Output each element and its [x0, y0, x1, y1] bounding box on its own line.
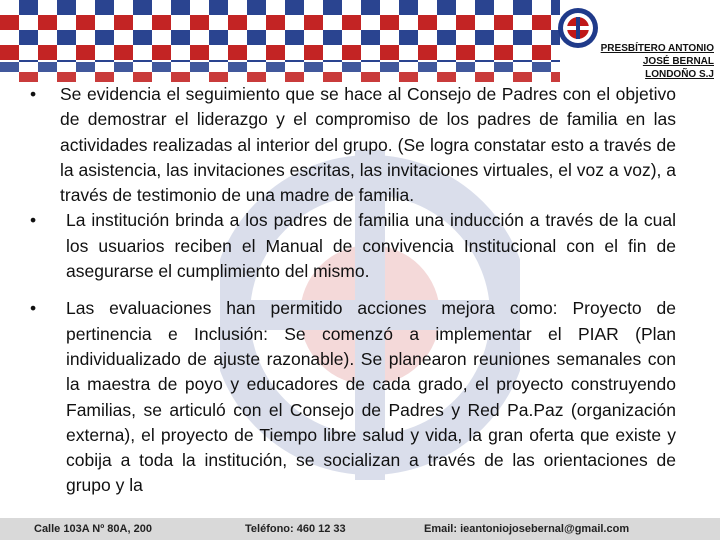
bullet-dot: • — [30, 210, 37, 231]
school-name-line-1: PRESBÍTERO ANTONIO — [600, 43, 714, 54]
footer-address: Calle 103A Nº 80A, 200 — [34, 523, 152, 535]
header-checker-pattern — [0, 0, 560, 62]
bullet-dot: • — [30, 84, 37, 104]
footer-email: Email: ieantoniojosebernal@gmail.com — [424, 523, 630, 535]
list-item-text: Se evidencia el seguimiento que se hace al Consejo de Padres con el objetivo de demostrar el liderazgo y el compromiso de los padres de familia en las actividades realizadas al interior del grupo. (Se logra constatar esto a través de la asistencia, las invitaciones escritas, las invitaciones virtuales, el voz a voz), a través de testimonio de una madre de familia. — [60, 84, 676, 206]
footer-bar — [0, 518, 720, 540]
list-item-text: La institución brinda a los padres de familia una inducción a través de la cual los usuarios reciben el Manual de convivencia Institucional con el fin de asegurarse el cumplimiento del mismo. — [66, 210, 676, 282]
list-item — [30, 208, 676, 284]
list-item — [30, 296, 676, 498]
school-name-line-2: JOSÉ BERNAL — [642, 56, 714, 67]
footer-phone: Teléfono: 460 12 33 — [245, 523, 346, 535]
main-content — [30, 82, 676, 499]
bullet-dot: • — [30, 298, 37, 319]
school-name-line-3: LONDOÑO S.J — [645, 69, 714, 80]
bullet-list — [30, 82, 676, 499]
list-item — [30, 82, 676, 208]
list-item-text: Las evaluaciones han permitido acciones mejora como: Proyecto de pertinencia e Inclusión: Se comenzó a implementar el PIAR (Plan individualizado de ajuste razonable). Se planearon reuniones semanales con la maestra de poyo y educadores de cada grado, el proyecto construyendo Familias, se articuló con el Consejo de Padres y Red Pa.Paz (organización externa), el proyecto de Tiempo libre salud y vida, la gran oferta que existe y cobija a toda la institución, se socializan a través de las orientaciones de grupo y la — [66, 298, 676, 496]
header-checker-pattern-lower — [0, 62, 560, 82]
school-name — [564, 42, 714, 81]
